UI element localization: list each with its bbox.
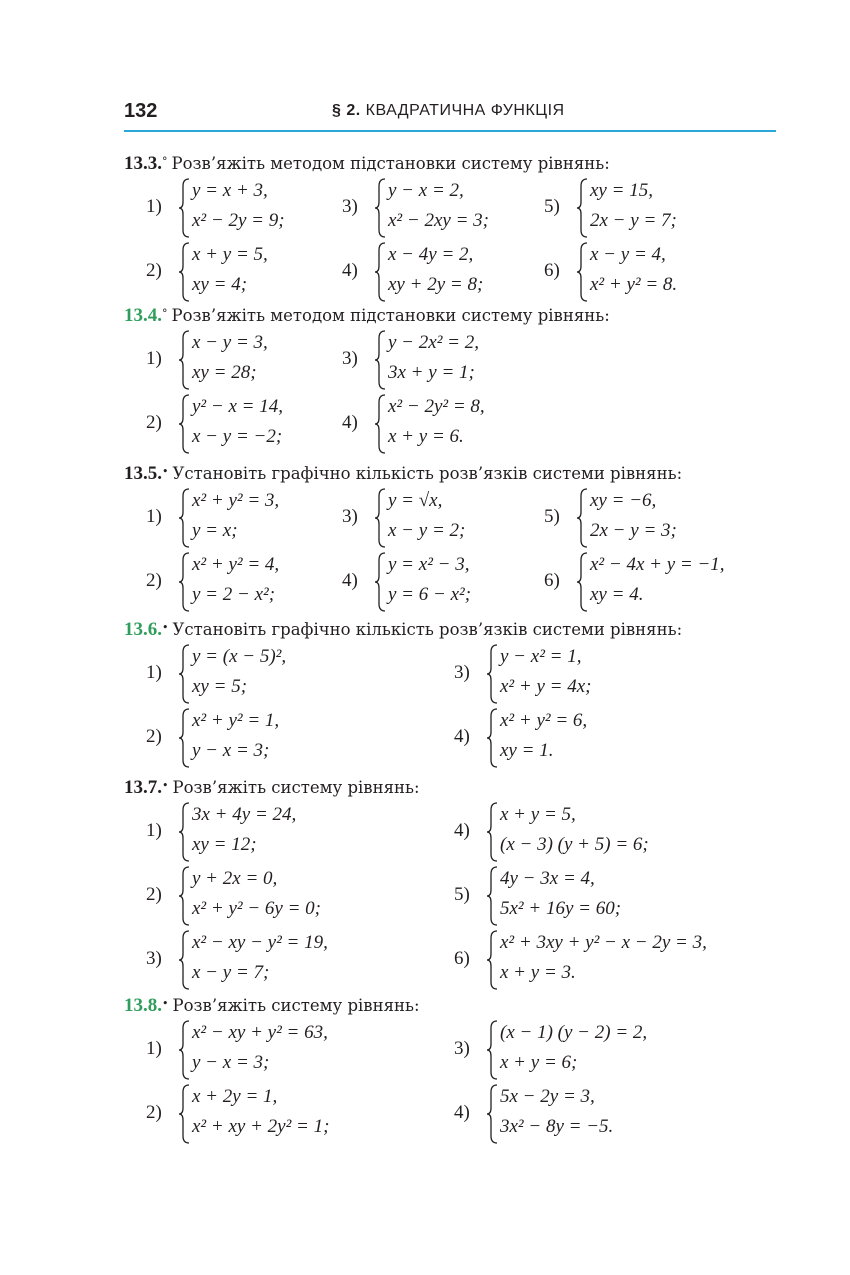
problem-13-7 [124, 774, 784, 994]
left-brace-icon [375, 488, 387, 548]
problem-title [124, 992, 784, 1020]
system-label: 1) [146, 662, 162, 683]
equation-1: x² − xy − y² = 19, [192, 932, 328, 953]
problem-number: 13.5. [124, 463, 162, 484]
difficulty-mark: • [162, 779, 169, 792]
equation-1: x² − 4x + y = −1, [590, 554, 725, 575]
equation-2: x² + y² − 6y = 0; [192, 898, 321, 919]
equation-1: (x − 1) (y − 2) = 2, [500, 1022, 648, 1043]
left-brace-icon [375, 394, 387, 454]
left-brace-icon [375, 242, 387, 302]
system-label: 1) [146, 820, 162, 841]
problem-13-8 [124, 992, 784, 1148]
left-brace-icon [179, 708, 191, 768]
difficulty-mark: ° [162, 155, 168, 168]
page-header [124, 98, 776, 132]
problem-title [124, 616, 784, 644]
system-label: 4) [454, 1102, 470, 1123]
problem-13-4 [124, 302, 784, 458]
section-title-text: КВАДРАТИЧНА ФУНКЦІЯ [365, 102, 565, 119]
equation-1: y² − x = 14, [192, 396, 283, 417]
system-row [124, 644, 784, 708]
left-brace-icon [375, 178, 387, 238]
section-mark: § 2. [332, 102, 361, 119]
equation-1: y − x = 2, [388, 180, 464, 201]
equation-2: xy + 2y = 8; [388, 274, 484, 295]
equation-2: x + y = 6; [500, 1052, 578, 1073]
system-label: 4) [342, 412, 358, 433]
equation-1: x² − 2y² = 8, [388, 396, 485, 417]
system-label: 1) [146, 348, 162, 369]
equation-2: x² − 2y = 9; [192, 210, 285, 231]
system-label: 2) [146, 570, 162, 591]
equation-2: x − y = 7; [192, 962, 270, 983]
problem-number: 13.6. [124, 619, 162, 640]
equation-1: y − x² = 1, [500, 646, 582, 667]
equation-2: y − x = 3; [192, 1052, 270, 1073]
equation-2: 3x² − 8y = −5. [500, 1116, 614, 1137]
left-brace-icon [375, 552, 387, 612]
left-brace-icon [179, 242, 191, 302]
equation-1: x − y = 3, [192, 332, 268, 353]
system-label: 5) [544, 506, 560, 527]
system-row [124, 930, 784, 994]
left-brace-icon [179, 552, 191, 612]
left-brace-icon [179, 178, 191, 238]
equation-2: 2x − y = 7; [590, 210, 677, 231]
system-label: 2) [146, 412, 162, 433]
system-row [124, 866, 784, 930]
left-brace-icon [487, 802, 499, 862]
equation-2: x² + y² = 8. [590, 274, 678, 295]
left-brace-icon [577, 552, 589, 612]
equation-2: x² + xy + 2y² = 1; [192, 1116, 330, 1137]
left-brace-icon [487, 866, 499, 926]
problem-instruction: Розв’яжіть методом підстановки систему рівнянь: [171, 154, 610, 173]
system-label: 2) [146, 884, 162, 905]
system-row [124, 242, 784, 306]
equation-2: y = x; [192, 520, 238, 541]
system-label: 2) [146, 726, 162, 747]
equation-2: x + y = 3. [500, 962, 576, 983]
equation-1: x² + y² = 6, [500, 710, 588, 731]
left-brace-icon [577, 242, 589, 302]
equation-1: x + 2y = 1, [192, 1086, 278, 1107]
system-row [124, 1084, 784, 1148]
equation-2: x² − 2xy = 3; [388, 210, 489, 231]
problem-number: 13.4. [124, 305, 162, 326]
difficulty-mark: • [162, 997, 169, 1010]
system-label: 1) [146, 1038, 162, 1059]
problem-number: 13.7. [124, 777, 162, 798]
problem-number: 13.8. [124, 995, 162, 1016]
equation-1: x² + 3xy + y² − x − 2y = 3, [500, 932, 707, 953]
equation-2: 2x − y = 3; [590, 520, 677, 541]
system-label: 5) [454, 884, 470, 905]
equation-1: y = x + 3, [192, 180, 268, 201]
equation-1: xy = 15, [590, 180, 653, 201]
difficulty-mark: ° [162, 307, 168, 320]
equation-1: 4y − 3x = 4, [500, 868, 595, 889]
problem-instruction: Установіть графічно кількість розв’язків системи рівнянь: [172, 464, 683, 483]
left-brace-icon [487, 930, 499, 990]
system-label: 6) [544, 260, 560, 281]
equation-1: x + y = 5, [192, 244, 268, 265]
system-label: 3) [342, 348, 358, 369]
system-row [124, 708, 784, 772]
equation-1: x + y = 5, [500, 804, 576, 825]
problem-title [124, 774, 784, 802]
equation-2: xy = 12; [192, 834, 257, 855]
equation-2: (x − 3) (y + 5) = 6; [500, 834, 649, 855]
left-brace-icon [179, 488, 191, 548]
equation-1: xy = −6, [590, 490, 657, 511]
problem-13-5 [124, 460, 784, 616]
system-label: 3) [454, 662, 470, 683]
system-label: 2) [146, 260, 162, 281]
left-brace-icon [179, 1084, 191, 1144]
problem-instruction: Розв’яжіть систему рівнянь: [172, 996, 420, 1015]
left-brace-icon [179, 866, 191, 926]
problem-instruction: Розв’яжіть систему рівнянь: [172, 778, 420, 797]
problem-title [124, 460, 784, 488]
left-brace-icon [375, 330, 387, 390]
system-label: 3) [146, 948, 162, 969]
equation-2: xy = 4. [590, 584, 644, 605]
system-row [124, 394, 784, 458]
system-row [124, 330, 784, 394]
equation-2: xy = 1. [500, 740, 554, 761]
equation-2: x − y = −2; [192, 426, 283, 447]
equation-1: y − 2x² = 2, [388, 332, 479, 353]
equation-1: x − y = 4, [590, 244, 666, 265]
equation-1: y = x² − 3, [388, 554, 470, 575]
equation-2: 5x² + 16y = 60; [500, 898, 622, 919]
problem-13-3 [124, 150, 784, 306]
equation-2: x² + y = 4x; [500, 676, 592, 697]
system-label: 5) [544, 196, 560, 217]
equation-2: y = 2 − x²; [192, 584, 276, 605]
equation-2: xy = 4; [192, 274, 248, 295]
system-row [124, 802, 784, 866]
left-brace-icon [179, 330, 191, 390]
system-label: 1) [146, 196, 162, 217]
equation-1: y = (x − 5)², [192, 646, 287, 667]
left-brace-icon [577, 178, 589, 238]
system-row [124, 552, 784, 616]
system-label: 4) [342, 260, 358, 281]
left-brace-icon [577, 488, 589, 548]
left-brace-icon [179, 644, 191, 704]
equation-2: y = 6 − x²; [388, 584, 472, 605]
problem-title [124, 302, 784, 330]
equation-1: x² − xy + y² = 63, [192, 1022, 328, 1043]
problem-13-6 [124, 616, 784, 772]
problem-number: 13.3. [124, 153, 162, 174]
system-row [124, 1020, 784, 1084]
equation-2: x + y = 6. [388, 426, 464, 447]
system-label: 4) [454, 726, 470, 747]
system-label: 6) [544, 570, 560, 591]
left-brace-icon [179, 930, 191, 990]
equation-2: xy = 5; [192, 676, 248, 697]
left-brace-icon [487, 1084, 499, 1144]
equation-2: x − y = 2; [388, 520, 466, 541]
left-brace-icon [179, 1020, 191, 1080]
equation-1: x² + y² = 3, [192, 490, 280, 511]
system-label: 3) [342, 506, 358, 527]
equation-1: 3x + 4y = 24, [192, 804, 297, 825]
system-label: 3) [454, 1038, 470, 1059]
difficulty-mark: • [162, 621, 169, 634]
equation-2: 3x + y = 1; [388, 362, 475, 383]
left-brace-icon [179, 394, 191, 454]
system-label: 2) [146, 1102, 162, 1123]
equation-1: x² + y² = 4, [192, 554, 280, 575]
system-label: 1) [146, 506, 162, 527]
system-label: 4) [454, 820, 470, 841]
problem-instruction: Розв’яжіть методом підстановки систему рівнянь: [171, 306, 610, 325]
system-label: 6) [454, 948, 470, 969]
section-title [332, 102, 565, 120]
equation-1: y = √x, [388, 490, 443, 511]
left-brace-icon [179, 802, 191, 862]
left-brace-icon [487, 644, 499, 704]
system-row [124, 488, 784, 552]
equation-1: x² + y² = 1, [192, 710, 280, 731]
difficulty-mark: • [162, 465, 169, 478]
equation-2: xy = 28; [192, 362, 257, 383]
system-label: 3) [342, 196, 358, 217]
page-number: 132 [124, 100, 158, 122]
problem-title [124, 150, 784, 178]
equation-1: 5x − 2y = 3, [500, 1086, 595, 1107]
system-label: 4) [342, 570, 358, 591]
equation-1: x − 4y = 2, [388, 244, 474, 265]
left-brace-icon [487, 708, 499, 768]
problem-instruction: Установіть графічно кількість розв’язків системи рівнянь: [172, 620, 683, 639]
equation-2: y − x = 3; [192, 740, 270, 761]
equation-1: y + 2x = 0, [192, 868, 278, 889]
left-brace-icon [487, 1020, 499, 1080]
system-row [124, 178, 784, 242]
